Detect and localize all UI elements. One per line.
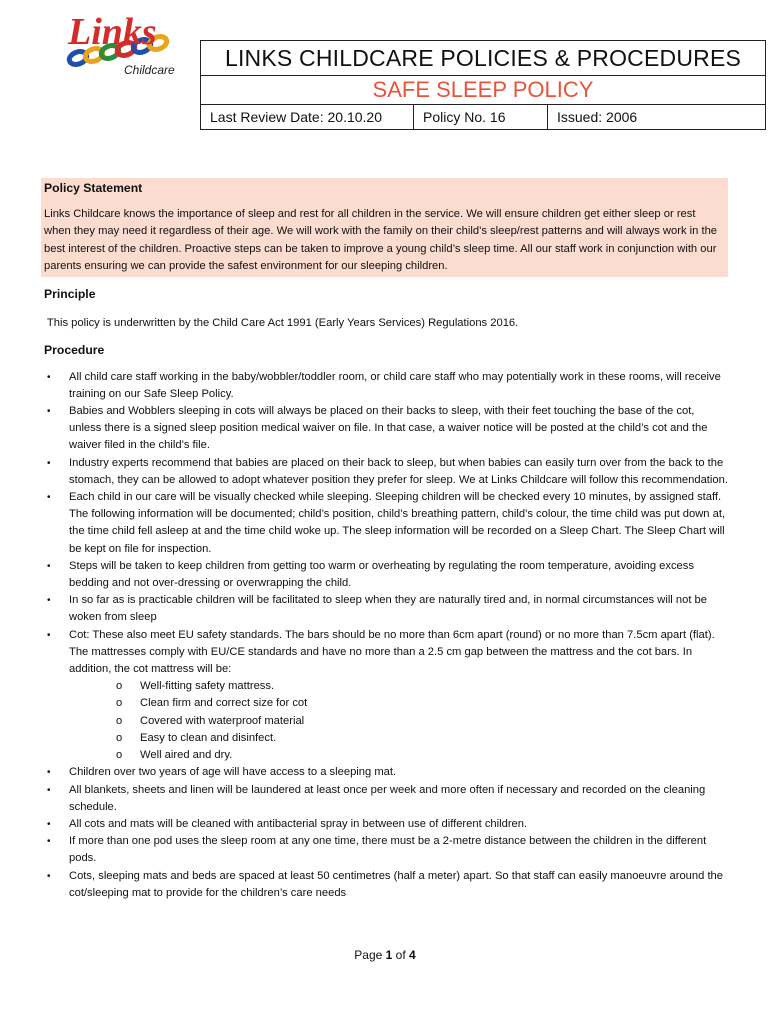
policy-statement-box <box>41 178 728 277</box>
list-item: • Children over two years of age will have access to a sleeping mat. <box>44 764 728 781</box>
list-item: • Cots, sleeping mats and beds are spaced at least 50 centimetres (half a meter) apart. So that staff can easily manoeuvre around the cot/sleeping mat to provide for the children’s care needs <box>47 869 724 899</box>
list-item: • Cot: These also meet EU safety standards. The bars should be no more than 6cm apart (round) or no more than 7.5cm apart (flat). The mattresses comply with EU/CE standards and have no more than a 2.5 cm gap between the mattress and the cot bars. In addition, the cot mattress will be: o Well-fitting safety mattress. o Clean firm and correct size for cot o Covered with waterproof material o Easy to clean and disinfect. o Well aired and dry. <box>44 627 728 765</box>
circle-bullet-icon: o <box>116 731 123 744</box>
list-item: • All blankets, sheets and linen will be laundered at least once per week and more often if necessary and recorded on the cleaning schedule. <box>47 783 706 813</box>
cot-mattress-sublist <box>69 678 728 764</box>
bullet-icon: • <box>47 371 51 383</box>
review-date: Last Review Date: 20.10.20 <box>201 105 414 130</box>
circle-bullet-icon: o <box>116 680 123 693</box>
list-item: • Babies and Wobblers sleeping in cots will always be placed on their backs to sleep, with their feet touching the base of the cot, unless there is a signed sleep position medical waiver on file. In that case, a waiver notice will be posted at the child’s cot and the waiver filed in the child’s file. <box>47 405 708 452</box>
circle-bullet-icon: o <box>116 697 123 710</box>
policy-statement-heading: Policy Statement <box>44 181 143 195</box>
policy-header-table <box>200 40 766 130</box>
procedure-list <box>44 369 728 902</box>
svg-text:Childcare: Childcare <box>124 63 175 77</box>
list-item: • All cots and mats will be cleaned with antibacterial spray in between use of different children. <box>44 816 728 833</box>
document-title: LINKS CHILDCARE POLICIES & PROCEDURES <box>201 41 766 76</box>
procedure-section <box>44 342 728 902</box>
links-childcare-logo <box>48 8 198 80</box>
principle-section <box>44 286 728 332</box>
list-item: • Steps will be taken to keep children from getting too warm or overheating by regulating the room temperature, avoiding excess bedding and not over-dressing or overwrapping the child. <box>47 559 694 590</box>
bullet-icon: • <box>47 767 51 779</box>
page-number: 1 <box>385 948 393 962</box>
circle-bullet-icon: o <box>116 714 123 727</box>
policy-number: Policy No. 16 <box>414 105 548 130</box>
list-item: • In so far as is practicable children will be facilitated to sleep when they are naturally tired and, in normal circumstances will not be woken from sleep <box>47 594 707 624</box>
bullet-icon: • <box>47 560 51 572</box>
sub-list-item: o Clean firm and correct size for cot <box>116 695 728 712</box>
bullet-icon: • <box>47 818 51 830</box>
document-body <box>44 178 728 902</box>
bullet-icon: • <box>47 457 51 469</box>
policy-name: SAFE SLEEP POLICY <box>201 76 766 105</box>
of-label: of <box>395 948 406 962</box>
bullet-icon: • <box>47 870 51 882</box>
bullet-icon: • <box>47 784 51 796</box>
procedure-heading: Procedure <box>44 343 105 358</box>
list-item: • Industry experts recommend that babies are placed on their back to sleep, but when babies can easily turn over from the back to the stomach, they can be allowed to adopt whatever position they prefer for sleep. We at Links Childcare will follow this recommendation. <box>47 456 728 486</box>
issued-date: Issued: 2006 <box>548 105 766 130</box>
sub-list-item: o Covered with waterproof material <box>116 713 728 730</box>
page-footer <box>0 948 770 962</box>
bullet-icon: • <box>47 836 51 848</box>
policy-statement-text: Links Childcare knows the importance of sleep and rest for all children in the service. We will ensure children get either sleep or rest when they may need it regardless of their age. We will work with the family on their child’s sleep/rest patterns and will always work in the best interest of the children. Proactive steps can be taken to improve a young child’s sleep time. All our staff work in conjunction with our parents ensuring we can provide the safest environment for our sleeping children. <box>44 208 718 272</box>
bullet-icon: • <box>47 406 51 418</box>
sub-list-item: o Well-fitting safety mattress. <box>116 678 728 695</box>
principle-heading: Principle <box>44 287 96 302</box>
principle-text: This policy is underwritten by the Child Care Act 1991 (Early Years Services) Regulations 2016. <box>44 317 519 330</box>
list-item: • If more than one pod uses the sleep room at any one time, there must be a 2-metre distance between the children in the different pods. <box>47 835 707 865</box>
bullet-icon: • <box>47 492 51 504</box>
sub-list-item: o Easy to clean and disinfect. <box>116 730 728 747</box>
page-label: Page <box>354 948 383 962</box>
page-total: 4 <box>409 948 416 962</box>
circle-bullet-icon: o <box>116 749 123 762</box>
sub-list-item: o Well aired and dry. <box>116 747 728 764</box>
bullet-icon: • <box>47 595 51 607</box>
list-item: • Each child in our care will be visually checked while sleeping. Sleeping children will be checked every 10 minutes, by assigned staff. The following information will be documented; child’s position, child’s breathing pattern, child’s colour, the time child was put down at, the time child fell asleep at and the time child woke up. The sleep information will be recorded on a Sleep Chart. The Sleep Chart will be kept on file for inspection. <box>47 491 726 555</box>
list-item: • All child care staff working in the baby/wobbler/toddler room, or child care staff who may potentially work in these rooms, will receive training on our Safe Sleep Policy. <box>47 370 721 400</box>
svg-text:Links: Links <box>68 11 157 53</box>
bullet-icon: • <box>47 629 51 641</box>
